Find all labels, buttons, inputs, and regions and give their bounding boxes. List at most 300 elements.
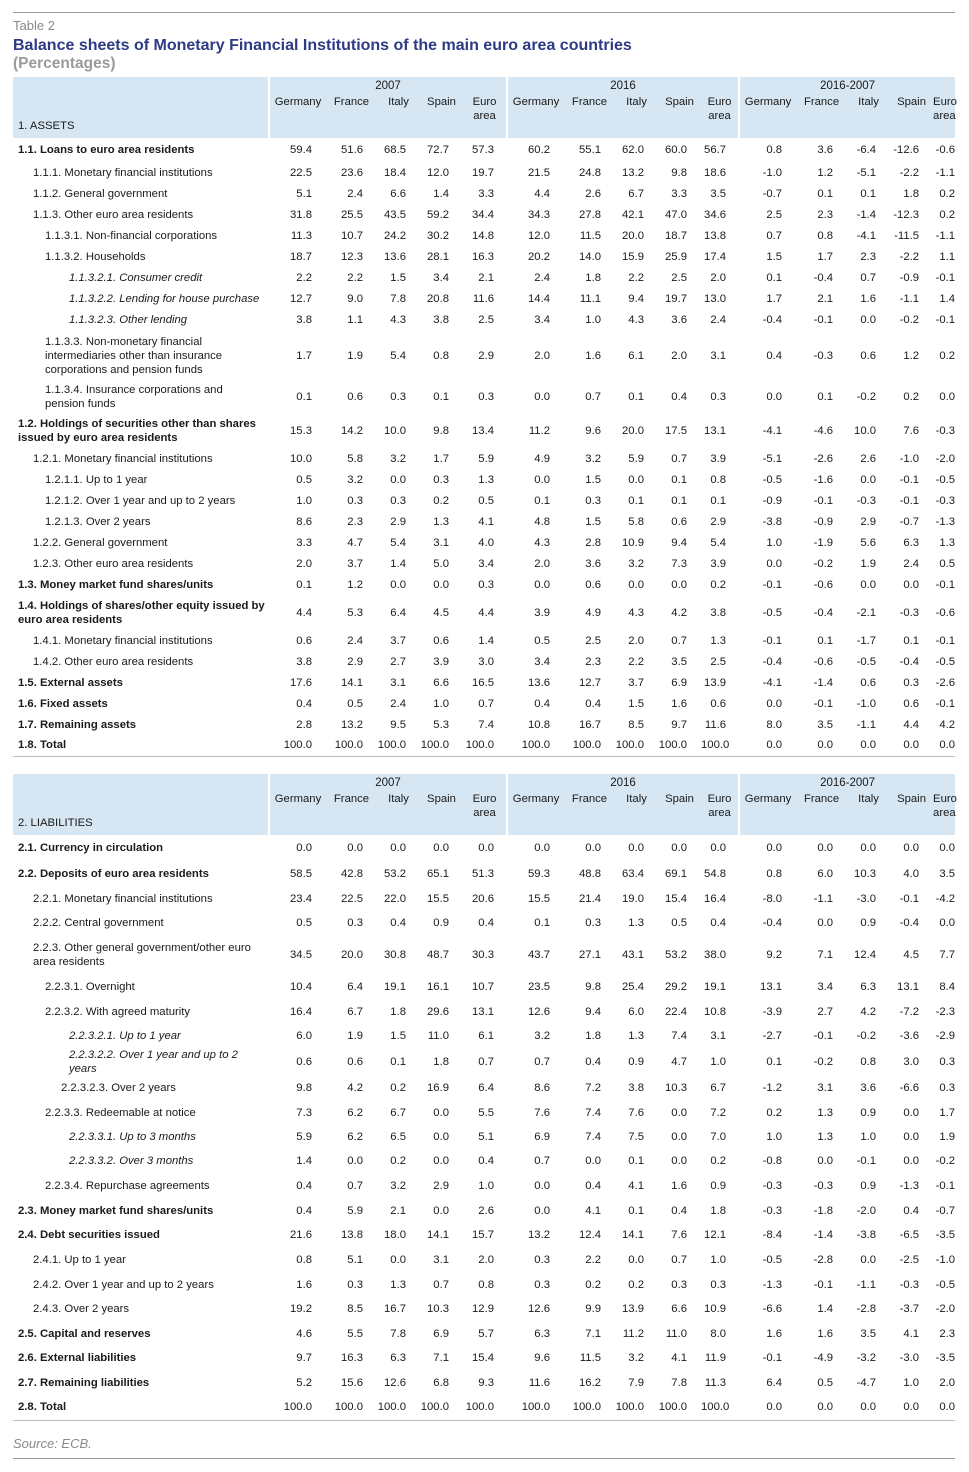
cell-value: 13.1 — [897, 980, 920, 993]
cell-value: 0.7 — [478, 697, 495, 710]
cell-value: 12.6 — [528, 1005, 551, 1018]
cell-value: 5.8 — [628, 515, 645, 528]
cell-value: 1.8 — [903, 187, 920, 200]
cell-value: 5.6 — [860, 536, 877, 549]
table-subtitle: (Percentages) — [13, 55, 116, 72]
cell-value: 0.7 — [671, 453, 688, 465]
cell-value: -3.9 — [762, 1005, 783, 1018]
cell-value: 2.2 — [585, 1253, 602, 1266]
cell-value: 65.1 — [427, 867, 449, 880]
col-header-italy: Italy — [847, 792, 890, 835]
cell-value: 0.4 — [710, 917, 727, 929]
cell-value: 100.0 — [377, 735, 420, 756]
cell-value: 1.5 — [585, 515, 602, 528]
cell-value: 5.9 — [478, 453, 495, 465]
cell-value: -0.1 — [935, 697, 956, 710]
cell-value: 2.4 — [390, 697, 406, 710]
cell-value: -0.1 — [899, 494, 920, 507]
cell-value: 0.6 — [347, 1056, 363, 1068]
cell-value: 0.1 — [817, 634, 834, 647]
table-row — [13, 693, 955, 714]
cell-value: 7.4 — [585, 1131, 602, 1143]
cell-value: 2.1 — [817, 292, 834, 305]
cell-value: 1.1 — [347, 313, 363, 326]
table-row — [13, 1321, 955, 1346]
table-row — [13, 511, 955, 532]
cell-value: 1.9 — [939, 1131, 956, 1143]
table-row — [13, 490, 955, 511]
cell-value: -1.1 — [856, 1278, 877, 1291]
cell-value: 42.8 — [341, 867, 363, 880]
cell-value: 3.6 — [817, 144, 834, 156]
cell-value: 1.4 — [296, 1155, 312, 1167]
cell-value: 4.0 — [478, 536, 495, 549]
cell-value: 2.2 — [296, 271, 312, 284]
cell-value: 100.0 — [420, 1395, 463, 1420]
cell-value: -6.5 — [899, 1229, 920, 1241]
cell-value: 2.2 — [628, 655, 645, 668]
cell-value: 6.3 — [903, 536, 920, 549]
table-row — [13, 1297, 955, 1321]
cell-value: 0.4 — [585, 697, 602, 710]
row-label: 1.1.3.1. Non-financial corporations — [45, 229, 218, 242]
table-row — [13, 309, 955, 330]
cell-value: -2.8 — [856, 1303, 877, 1315]
cell-value: 2.3 — [347, 515, 363, 528]
cell-value: 100.0 — [615, 735, 658, 756]
cell-value: 12.4 — [579, 1229, 602, 1241]
col-header-germany: Germany — [739, 792, 796, 835]
table-row — [13, 630, 955, 651]
cell-value: -3.2 — [856, 1352, 877, 1364]
cell-value: -6.6 — [899, 1082, 920, 1094]
cell-value: 2.0 — [628, 634, 645, 647]
cell-value: -1.1 — [935, 229, 956, 242]
cell-value: -5.1 — [856, 166, 877, 179]
cell-value: 0.6 — [710, 697, 727, 710]
cell-value: 57.3 — [472, 144, 495, 156]
cell-value: 2.4 — [710, 313, 727, 326]
cell-value: 0.0 — [766, 697, 783, 710]
cell-value: 6.1 — [628, 349, 645, 362]
row-label: 1.1.3.4. Insurance corporations and pension funds — [45, 383, 223, 410]
cell-value: 11.6 — [704, 718, 727, 731]
cell-value: 7.4 — [478, 718, 495, 731]
cell-value: -0.5 — [935, 1278, 956, 1291]
cell-value: 0.0 — [296, 842, 312, 854]
cell-value: 3.6 — [860, 1082, 877, 1094]
cell-value: 7.9 — [628, 1376, 645, 1389]
col-header-spain: Spain — [890, 792, 933, 835]
cell-value: 7.0 — [710, 1131, 727, 1143]
cell-value: 2.0 — [534, 349, 551, 362]
row-label: 2.2.3.1. Overnight — [45, 980, 135, 993]
cell-value: 1.0 — [860, 1131, 877, 1143]
cell-value: 0.1 — [534, 494, 551, 507]
cell-value: 22.5 — [341, 892, 363, 905]
cell-value: 11.9 — [704, 1352, 727, 1364]
col-header-france: France — [326, 792, 377, 835]
cell-value: 0.6 — [433, 634, 449, 647]
cell-value: -3.5 — [935, 1229, 956, 1241]
cell-value: 29.6 — [427, 1005, 449, 1018]
cell-value: 12.0 — [528, 229, 551, 242]
cell-value: 0.2 — [766, 1106, 783, 1119]
cell-value: 1.0 — [710, 1056, 727, 1068]
cell-value: 0.3 — [347, 494, 363, 507]
cell-value: 60.0 — [665, 144, 688, 156]
cell-value: 0.0 — [534, 842, 551, 854]
cell-value: 11.2 — [622, 1327, 645, 1340]
cell-value: 0.2 — [939, 208, 956, 221]
cell-value: -0.3 — [899, 1278, 920, 1291]
cell-value: -0.4 — [899, 917, 920, 929]
cell-value: 1.7 — [296, 349, 312, 362]
row-label: 2.2.1. Monetary financial institutions — [33, 892, 213, 905]
cell-value: 0.1 — [628, 390, 645, 403]
cell-value: 2.5 — [585, 634, 602, 647]
cell-value: 2.0 — [671, 349, 688, 362]
cell-value: 100.0 — [615, 1395, 658, 1420]
cell-value: 1.7 — [817, 250, 834, 263]
col-header-spain: Spain — [658, 95, 701, 138]
cell-value: 53.2 — [665, 948, 688, 961]
cell-value: 16.4 — [704, 892, 727, 905]
cell-value: -2.7 — [762, 1030, 783, 1042]
cell-value: 0.9 — [860, 1106, 877, 1119]
cell-value: 11.0 — [427, 1030, 449, 1042]
cell-value: 18.7 — [665, 229, 688, 242]
cell-value: 1.8 — [433, 1056, 449, 1068]
cell-value: 0.1 — [296, 390, 312, 403]
table-row — [13, 1198, 955, 1223]
table-row — [13, 595, 955, 630]
cell-value: -0.2 — [813, 1056, 834, 1068]
cell-value: 10.8 — [704, 1005, 727, 1018]
table-row — [13, 204, 955, 225]
cell-value: 2.9 — [710, 515, 727, 528]
cell-value: 0.0 — [890, 735, 933, 756]
cell-value: 0.4 — [671, 1204, 688, 1217]
cell-value: -1.9 — [813, 536, 834, 549]
cell-value: 4.3 — [628, 313, 645, 326]
table-row — [13, 1100, 955, 1125]
cell-value: 58.5 — [290, 867, 312, 880]
cell-value: 2.3 — [817, 208, 834, 221]
cell-value: 19.7 — [472, 166, 495, 179]
cell-value: 2.0 — [296, 557, 312, 570]
cell-value: 0.6 — [903, 697, 920, 710]
cell-value: 30.2 — [427, 229, 449, 242]
cell-value: 55.1 — [579, 144, 602, 156]
col-header-italy: Italy — [377, 792, 420, 835]
row-label: 1.1.3. Other euro area residents — [33, 208, 194, 221]
cell-value: -1.1 — [935, 166, 956, 179]
row-label: 2.4.1. Up to 1 year — [33, 1253, 126, 1266]
cell-value: 0.3 — [478, 390, 495, 403]
cell-value: 3.7 — [390, 634, 406, 647]
cell-value: 14.0 — [579, 250, 602, 263]
cell-value: 0.3 — [671, 1278, 688, 1291]
cell-value: 5.9 — [296, 1131, 312, 1143]
source-note: Source: ECB. — [13, 1436, 92, 1451]
cell-value: -0.2 — [856, 390, 877, 403]
cell-value: 13.1 — [472, 1005, 495, 1018]
section-label-assets: 1. ASSETS — [13, 95, 269, 138]
cell-value: 30.3 — [472, 948, 495, 961]
cell-value: -0.3 — [899, 606, 920, 619]
cell-value: 5.4 — [390, 349, 406, 362]
cell-value: 15.4 — [665, 892, 688, 905]
row-label: 2.7. Remaining liabilities — [18, 1376, 150, 1389]
cell-value: 0.9 — [433, 917, 449, 929]
cell-value: 0.0 — [860, 473, 877, 486]
row-label: 1.1.2. General government — [33, 187, 168, 200]
cell-value: 0.0 — [390, 1253, 406, 1266]
cell-value: 3.9 — [710, 557, 727, 570]
cell-value: -0.5 — [856, 655, 877, 668]
cell-value: 1.5 — [766, 250, 783, 263]
cell-value: -0.3 — [762, 1179, 783, 1192]
row-label: 2.2.3.2.3. Over 2 years — [61, 1082, 176, 1094]
cell-value: -4.1 — [856, 229, 877, 242]
cell-value: 0.3 — [903, 676, 920, 689]
cell-value: -0.1 — [762, 1352, 783, 1364]
cell-value: -11.5 — [894, 229, 920, 242]
cell-value: 0.2 — [939, 349, 956, 362]
cell-value: 6.2 — [347, 1106, 363, 1119]
cell-value: 0.2 — [585, 1278, 602, 1291]
cell-value: 0.3 — [939, 1082, 956, 1094]
cell-value: 4.3 — [628, 606, 645, 619]
cell-value: 9.8 — [296, 1082, 312, 1094]
cell-value: 2.5 — [766, 208, 783, 221]
col-header-france: France — [564, 95, 615, 138]
row-label: 1.7. Remaining assets — [18, 718, 137, 731]
cell-value: 16.7 — [579, 718, 602, 731]
cell-value: 9.8 — [585, 980, 602, 993]
cell-value: 0.5 — [296, 917, 312, 929]
cell-value: -6.6 — [762, 1303, 783, 1315]
cell-value: 7.8 — [390, 1327, 406, 1340]
cell-value: -2.0 — [935, 453, 956, 465]
cell-value: 72.7 — [427, 144, 449, 156]
cell-value: 0.6 — [347, 390, 363, 403]
cell-value: 9.6 — [585, 424, 602, 437]
cell-value: 3.4 — [433, 271, 449, 284]
cell-value: 0.1 — [671, 473, 688, 486]
row-label: 1.6. Fixed assets — [18, 697, 108, 710]
cell-value: 4.3 — [390, 313, 406, 326]
cell-value: -2.2 — [899, 250, 920, 263]
cell-value: 3.2 — [628, 1352, 645, 1364]
cell-value: 0.0 — [534, 578, 551, 591]
col-header-france: France — [326, 95, 377, 138]
cell-value: -0.1 — [813, 313, 834, 326]
cell-value: -1.0 — [856, 697, 877, 710]
cell-value: 9.6 — [534, 1352, 551, 1364]
cell-value: 10.7 — [341, 229, 363, 242]
cell-value: 1.9 — [347, 349, 363, 362]
cell-value: 42.1 — [622, 208, 645, 221]
cell-value: 0.0 — [817, 842, 834, 854]
cell-value: 6.6 — [433, 676, 449, 689]
col-header-euro-area: Euro area — [701, 792, 739, 835]
cell-value: 0.8 — [766, 144, 783, 156]
cell-value: 3.8 — [628, 1082, 645, 1094]
cell-value: -5.1 — [762, 453, 783, 465]
cell-value: 7.7 — [939, 948, 956, 961]
cell-value: 4.1 — [671, 1352, 688, 1364]
cell-value: 16.3 — [472, 250, 495, 263]
cell-value: 3.1 — [390, 676, 406, 689]
cell-value: 0.0 — [939, 842, 956, 854]
cell-value: 0.1 — [390, 1056, 406, 1068]
cell-value: 9.4 — [585, 1005, 602, 1018]
cell-value: 7.8 — [671, 1376, 688, 1389]
cell-value: 0.0 — [739, 735, 796, 756]
cell-value: 7.2 — [585, 1082, 602, 1094]
cell-value: 1.6 — [671, 697, 688, 710]
cell-value: -4.9 — [813, 1352, 834, 1364]
cell-value: 6.0 — [628, 1005, 645, 1018]
cell-value: 0.0 — [534, 1179, 551, 1192]
assets-table — [13, 77, 955, 757]
table-row — [13, 735, 955, 756]
cell-value: 13.6 — [528, 676, 551, 689]
table-row — [13, 1272, 955, 1297]
cell-value: 0.0 — [478, 842, 495, 854]
cell-value: 0.0 — [628, 473, 645, 486]
cell-value: 0.0 — [796, 1395, 847, 1420]
cell-value: 30.8 — [384, 948, 406, 961]
cell-value: 0.0 — [534, 1204, 551, 1217]
cell-value: 0.0 — [534, 473, 551, 486]
cell-value: 2.7 — [817, 1005, 834, 1018]
cell-value: 0.0 — [671, 1106, 688, 1119]
cell-value: 34.6 — [704, 208, 727, 221]
cell-value: -2.9 — [935, 1030, 956, 1042]
cell-value: -1.1 — [856, 718, 877, 731]
cell-value: 1.5 — [390, 1030, 406, 1042]
cell-value: 0.0 — [903, 578, 920, 591]
cell-value: 0.1 — [766, 271, 783, 284]
cell-value: 6.3 — [860, 980, 877, 993]
cell-value: -3.0 — [856, 892, 877, 905]
cell-value: 9.2 — [766, 948, 783, 961]
cell-value: 0.1 — [628, 1155, 645, 1167]
cell-value: 1.0 — [766, 536, 783, 549]
cell-value: 0.0 — [939, 390, 956, 403]
cell-value: 62.0 — [622, 144, 645, 156]
cell-value: 4.4 — [478, 606, 495, 619]
cell-value: 10.0 — [854, 424, 877, 437]
cell-value: 3.1 — [817, 1082, 834, 1094]
cell-value: -0.2 — [935, 1155, 956, 1167]
row-label: 2.2. Deposits of euro area residents — [18, 867, 209, 880]
table-row — [13, 449, 955, 469]
cell-value: 11.2 — [528, 424, 551, 437]
cell-value: 5.5 — [478, 1106, 495, 1119]
cell-value: 0.0 — [890, 1395, 933, 1420]
cell-value: 1.8 — [585, 271, 602, 284]
table-row — [13, 974, 955, 999]
cell-value: 11.0 — [665, 1327, 688, 1340]
cell-value: -0.4 — [762, 655, 783, 668]
cell-value: 13.1 — [760, 980, 783, 993]
cell-value: 4.1 — [628, 1179, 645, 1192]
cell-value: 14.1 — [341, 676, 363, 689]
group-header-diff: 2016-2007 — [739, 774, 955, 792]
cell-value: 1.5 — [390, 271, 406, 284]
cell-value: 68.5 — [384, 144, 406, 156]
cell-value: 12.1 — [704, 1229, 727, 1241]
cell-value: 0.8 — [478, 1278, 495, 1291]
row-label: 2.2.3.2.1. Up to 1 year — [69, 1030, 181, 1042]
cell-value: 0.5 — [478, 494, 495, 507]
table-row — [13, 412, 955, 449]
cell-value: 0.4 — [478, 917, 495, 929]
cell-value: 0.0 — [433, 1131, 449, 1143]
table-title: Balance sheets of Monetary Financial Institutions of the main euro area countries — [13, 37, 632, 54]
header-blank — [13, 774, 269, 792]
cell-value: 100.0 — [269, 735, 326, 756]
cell-value: 3.3 — [296, 536, 312, 549]
cell-value: 5.2 — [296, 1376, 312, 1389]
cell-value: 34.5 — [290, 948, 312, 961]
row-label: 2.2.3. Other general government/other euro area residents — [33, 941, 251, 968]
table-row — [13, 1247, 955, 1272]
cell-value: 3.7 — [628, 676, 645, 689]
cell-value: 0.4 — [296, 1179, 312, 1192]
cell-value: 8.0 — [766, 718, 783, 731]
cell-value: 0.8 — [766, 867, 783, 880]
cell-value: -0.1 — [762, 634, 783, 647]
cell-value: 3.6 — [585, 557, 602, 570]
cell-value: 11.5 — [579, 1352, 602, 1364]
cell-value: 0.0 — [847, 735, 890, 756]
cell-value: -0.1 — [935, 1179, 956, 1192]
cell-value: 0.7 — [860, 271, 877, 284]
cell-value: 2.0 — [478, 1253, 495, 1266]
row-label: 1.1.3.3. Non-monetary financial intermediaries other than insurance corporations and pension funds — [45, 335, 223, 376]
cell-value: 0.6 — [860, 349, 877, 362]
cell-value: 3.4 — [478, 557, 495, 570]
cell-value: -0.3 — [935, 424, 956, 437]
row-label: 1.1.3.2.3. Other lending — [69, 313, 188, 326]
cell-value: 2.6 — [478, 1204, 495, 1217]
cell-value: 23.6 — [341, 166, 363, 179]
cell-value: 8.6 — [296, 515, 312, 528]
row-label: 1.1. Loans to euro area residents — [18, 144, 195, 156]
cell-value: 12.6 — [528, 1303, 551, 1315]
cell-value: -0.7 — [762, 187, 783, 200]
cell-value: 1.0 — [710, 1253, 727, 1266]
cell-value: 1.6 — [860, 292, 877, 305]
col-header-spain: Spain — [890, 95, 933, 138]
cell-value: 13.9 — [704, 676, 727, 689]
cell-value: 0.7 — [433, 1278, 449, 1291]
cell-value: -2.8 — [813, 1253, 834, 1266]
cell-value: 3.1 — [710, 349, 727, 362]
row-label: 2.2.3.2.2. Over 1 year and up to 2 years — [69, 1049, 238, 1075]
col-header-france: France — [564, 792, 615, 835]
cell-value: -4.1 — [762, 676, 783, 689]
cell-value: 9.9 — [585, 1303, 602, 1315]
cell-value: 1.1 — [939, 250, 956, 263]
cell-value: 13.0 — [704, 292, 727, 305]
cell-value: -1.4 — [813, 676, 834, 689]
